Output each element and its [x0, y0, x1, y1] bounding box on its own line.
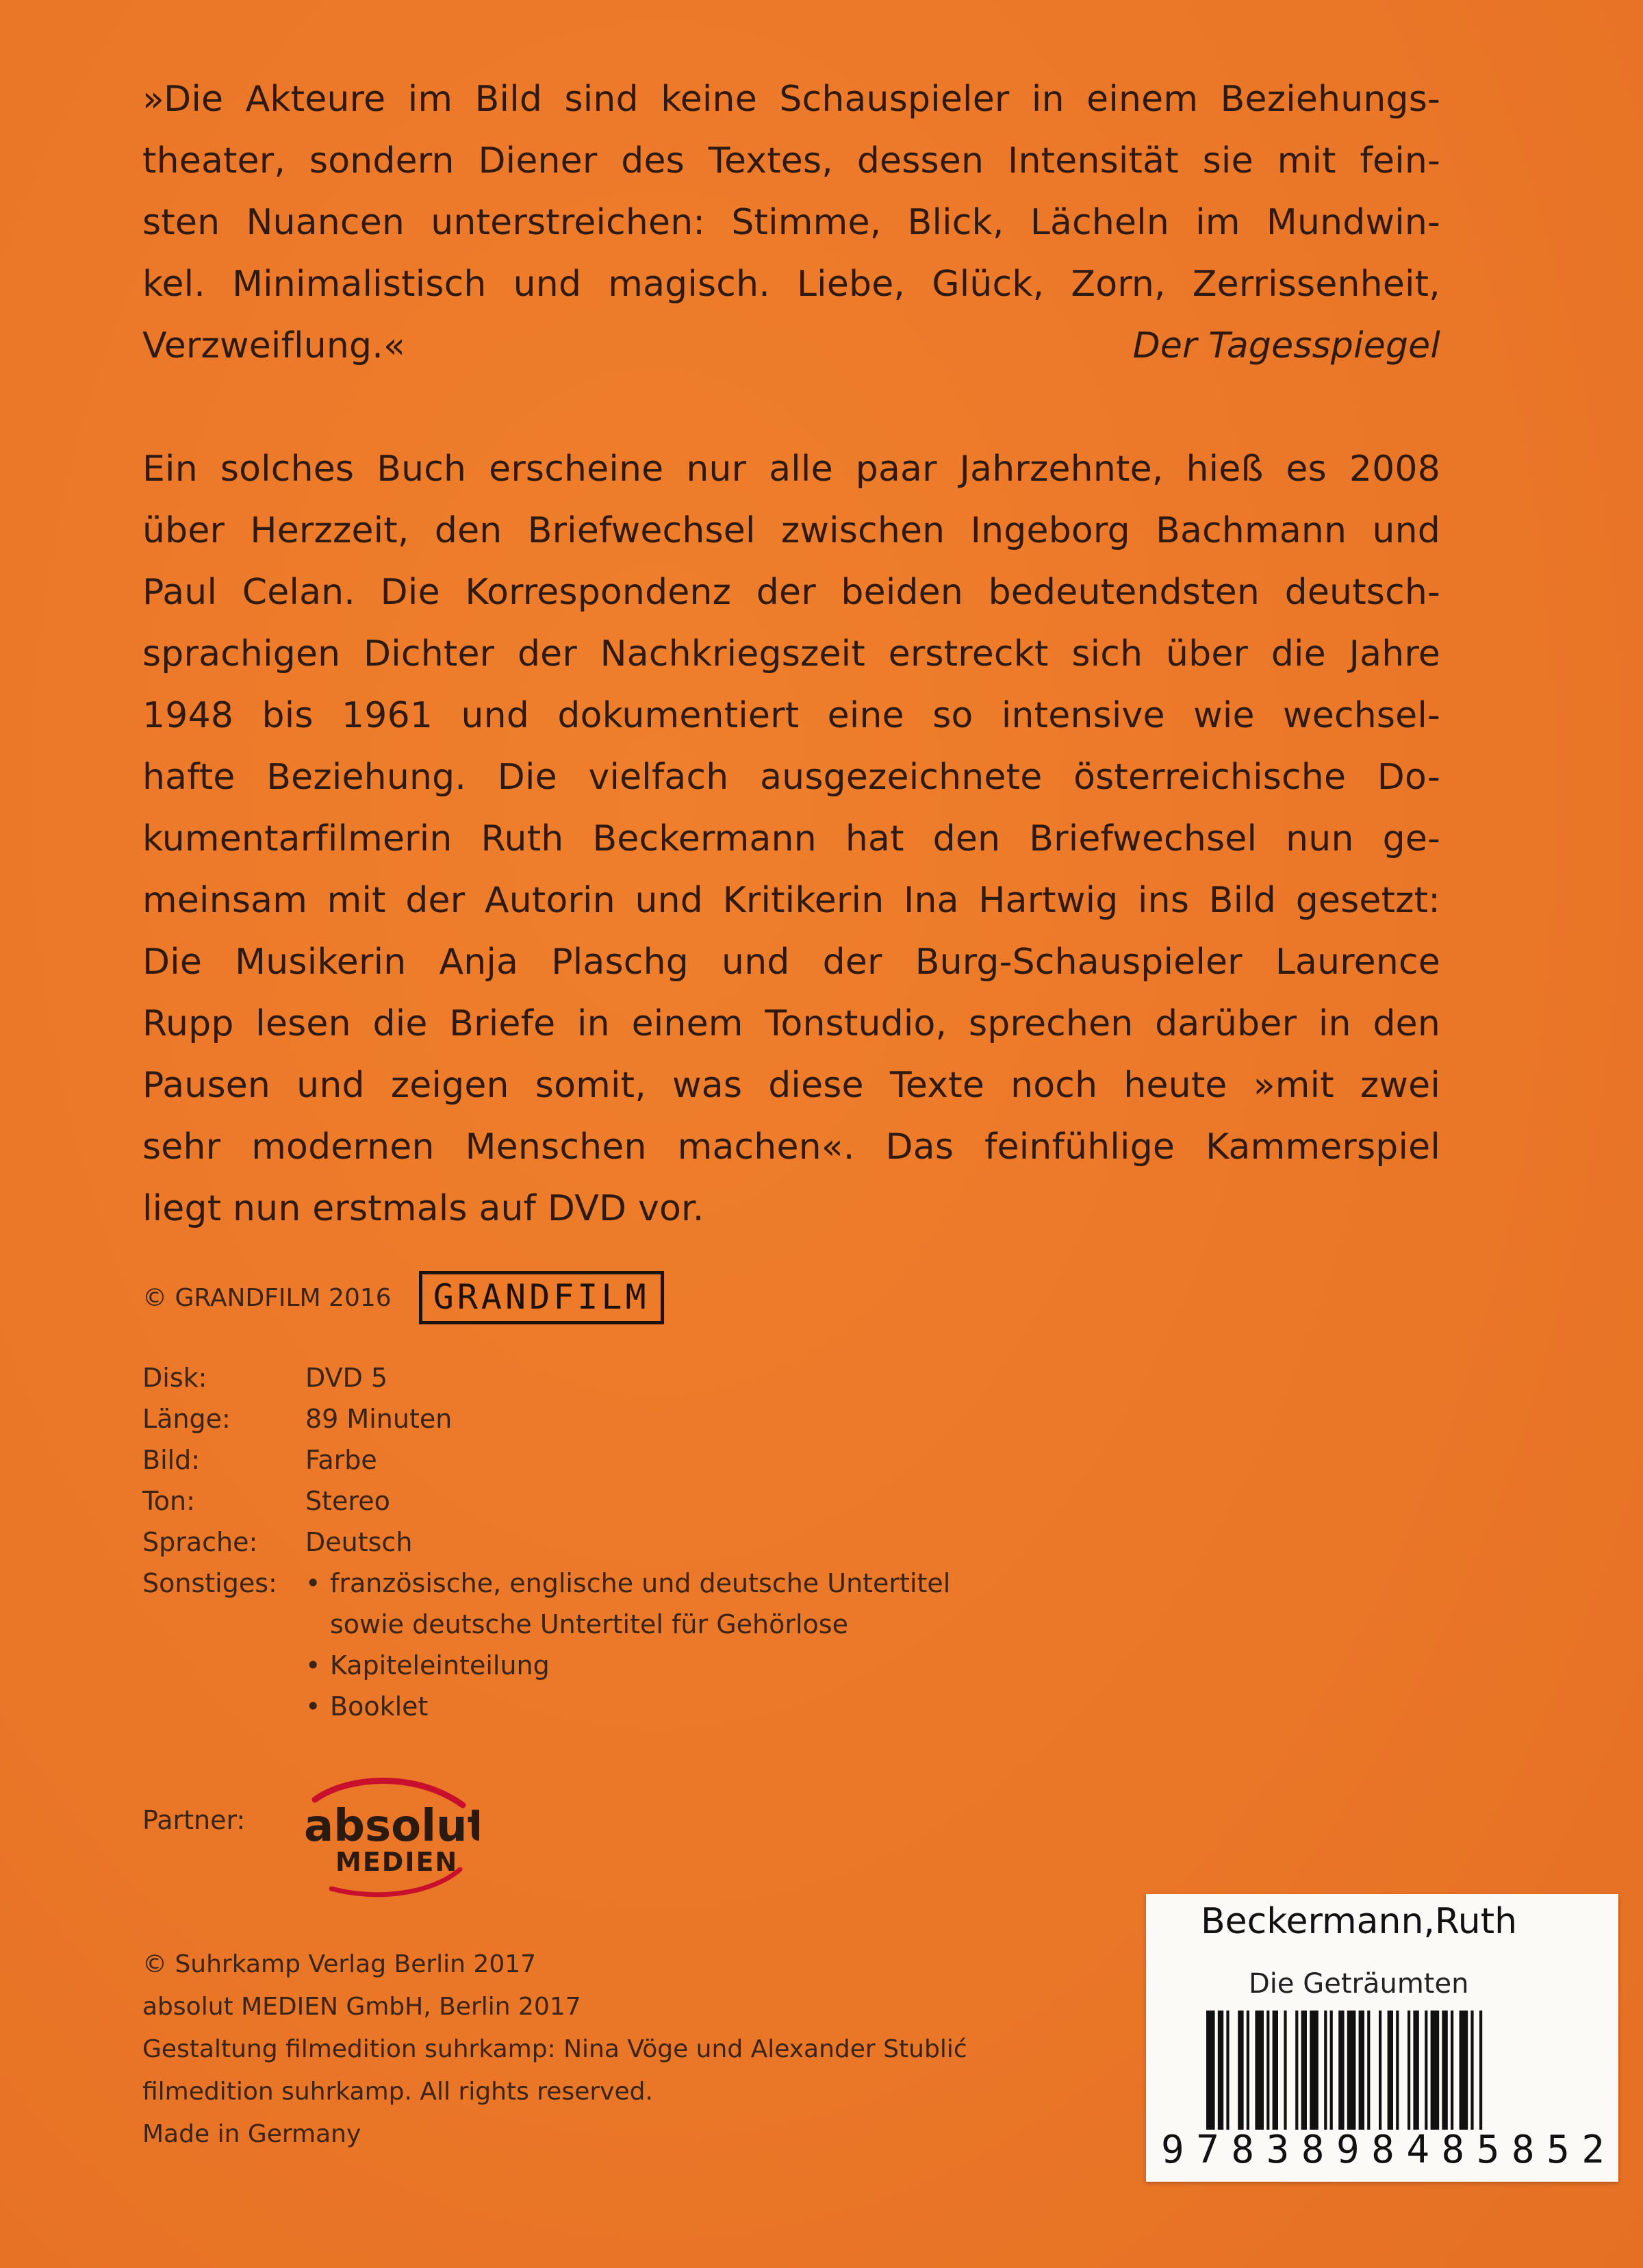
list-item — [305, 1645, 950, 1686]
paragraph-line: kumentarfilmerin Ruth Beckermann hat den Briefwechsel nun ge- — [142, 818, 1440, 859]
barcode-bar — [1273, 2011, 1278, 2130]
barcode-sticker — [1146, 1894, 1618, 2182]
barcode-bar — [1310, 2011, 1319, 2130]
partner-section — [142, 1767, 479, 1904]
imprint-line: filmedition suhrkamp. All rights reserved. — [142, 2078, 653, 2106]
spec-value: DVD 5 — [305, 1363, 388, 1393]
paragraph-line: Ein solches Buch erscheine nur alle paar Jahrzehnte, hieß es 2008 — [142, 449, 1440, 490]
spec-label: Bild: — [142, 1445, 201, 1475]
barcode-bar — [1247, 2011, 1249, 2130]
barcode-bar — [1338, 2011, 1344, 2130]
imprint-line: absolut MEDIEN GmbH, Berlin 2017 — [142, 1993, 581, 2021]
barcode-bar — [1226, 2011, 1229, 2130]
paragraph-line: 1948 bis 1961 und dokumentiert eine so intensive wie wechsel- — [142, 695, 1440, 736]
barcode-bar — [1460, 2011, 1468, 2130]
barcode-bar — [1367, 2011, 1370, 2130]
spec-label: Sprache: — [142, 1527, 258, 1557]
paragraph-line: sehr modernen Menschen machen«. Das feinfühlige Kammerspiel — [142, 1126, 1440, 1168]
barcode-bar — [1431, 2011, 1440, 2130]
quote-line: kel. Minimalistisch und magisch. Liebe, Glück, Zorn, Zerrissenheit, — [142, 264, 1440, 305]
sticker-title: Die Geträumten — [1249, 1968, 1469, 2000]
review-quote — [142, 68, 1440, 377]
quote-line: theater, sondern Diener des Textes, dessen Intensität sie mit fein- — [142, 140, 1440, 181]
spec-row-language — [142, 1522, 950, 1563]
spec-label: Disk: — [142, 1363, 207, 1393]
bullet-text: französische, englische und deutsche Untertitel — [330, 1568, 951, 1598]
quote-source: Der Tagesspiegel — [1132, 325, 1440, 366]
barcode-bar — [1324, 2011, 1327, 2130]
grandfilm-copyright — [142, 1271, 664, 1324]
spec-row-disk — [142, 1357, 950, 1398]
paragraph-line: Pausen und zeigen somit, was diese Texte noch heute »mit zwei — [142, 1065, 1440, 1106]
paragraph-line: Die Musikerin Anja Plaschg und der Burg-Schauspieler Laurence — [142, 942, 1440, 983]
grandfilm-logo: GRANDFILM — [419, 1271, 664, 1324]
imprint-line: Gestaltung filmedition suhrkamp: Nina Vöge und Alexander Stublić — [142, 2035, 967, 2063]
quote-line: »Die Akteure im Bild sind keine Schauspieler in einem Beziehungs- — [142, 79, 1440, 120]
paragraph-line: sprachigen Dichter der Nachkriegszeit erstreckt sich über die Jahre — [142, 633, 1440, 675]
sticker-author: Beckermann,Ruth — [1201, 1901, 1518, 1942]
barcode-bar — [1396, 2011, 1399, 2130]
spec-value: 89 Minuten — [305, 1404, 453, 1434]
spec-label: Sonstiges: — [142, 1568, 277, 1598]
copyright-text: © GRANDFILM 2016 — [142, 1283, 392, 1312]
imprint-line: Made in Germany — [142, 2120, 361, 2148]
absolut-swoosh-icon — [301, 1767, 479, 1904]
barcode-bar — [1330, 2011, 1333, 2130]
paragraph-line: Paul Celan. Die Korrespondenz der beiden bedeutendsten deutsch- — [142, 572, 1440, 613]
barcode-bar — [1218, 2011, 1223, 2130]
spec-value: Stereo — [305, 1486, 390, 1516]
paragraph-line: über Herzzeit, den Briefwechsel zwischen Ingeborg Bachmann und — [142, 510, 1440, 551]
quote-last-line — [142, 315, 1440, 377]
spec-row-image — [142, 1439, 950, 1480]
barcode-bar — [1442, 2011, 1447, 2130]
imprint-line: © Suhrkamp Verlag Berlin 2017 — [142, 1950, 537, 1978]
barcode-bar — [1255, 2011, 1264, 2130]
barcode-bar — [1388, 2011, 1393, 2130]
partner-label: Partner: — [142, 1805, 246, 1835]
barcode-number — [1146, 2123, 1618, 2175]
barcode-bar — [1301, 2011, 1307, 2130]
bullet-icon: • — [305, 1691, 321, 1722]
list-item-continuation — [305, 1604, 950, 1645]
paragraph-line: liegt nun erstmals auf DVD vor. — [142, 1188, 704, 1229]
description-paragraph — [142, 438, 1440, 1239]
barcode-icon — [1206, 2011, 1576, 2130]
barcode-digits-text: 9783898485852 — [1161, 2128, 1605, 2172]
barcode-bar — [1284, 2011, 1286, 2130]
bullet-text: sowie deutsche Untertitel für Gehörlose — [330, 1609, 848, 1639]
barcode-bar — [1379, 2011, 1381, 2130]
barcode-bar — [1347, 2011, 1356, 2130]
barcode-bar — [1295, 2011, 1298, 2130]
bullet-icon: • — [305, 1568, 321, 1598]
barcode-bar — [1470, 2011, 1473, 2130]
barcode-bar — [1238, 2011, 1243, 2130]
list-item — [305, 1686, 950, 1727]
logo-word: absolut — [304, 1801, 479, 1852]
spec-row-sound — [142, 1480, 950, 1522]
spec-row-length — [142, 1398, 950, 1439]
bullet-text: Booklet — [330, 1691, 429, 1722]
barcode-bar — [1479, 2011, 1482, 2130]
quote-line: Verzweiflung.« — [142, 325, 405, 366]
barcode-bar — [1206, 2011, 1215, 2130]
barcode-bar — [1413, 2011, 1418, 2130]
spec-value: Farbe — [305, 1445, 377, 1475]
paragraph-line: Rupp lesen die Briefe in einem Tonstudio, sprechen darüber in den — [142, 1003, 1440, 1044]
bullet-text: Kapiteleinteilung — [330, 1650, 550, 1680]
barcode-bar — [1408, 2011, 1410, 2130]
quote-line: sten Nuancen unterstreichen: Stimme, Blick, Lächeln im Mundwin- — [142, 202, 1440, 243]
spec-label: Länge: — [142, 1404, 231, 1434]
barcode-bar — [1359, 2011, 1364, 2130]
spec-value: Deutsch — [305, 1527, 413, 1557]
barcode-bar — [1451, 2011, 1453, 2130]
spec-row-other — [142, 1563, 950, 1727]
list-item — [305, 1563, 950, 1604]
absolut-medien-logo — [301, 1767, 479, 1904]
imprint — [142, 1943, 967, 2156]
paragraph-line: meinsam mit der Autorin und Kritikerin Ina Hartwig ins Bild gesetzt: — [142, 880, 1440, 921]
paragraph-line: hafte Beziehung. Die vielfach ausgezeichnete österreichische Do- — [142, 757, 1440, 798]
barcode-bar — [1266, 2011, 1269, 2130]
barcode-bar — [1425, 2011, 1427, 2130]
bullet-icon: • — [305, 1650, 321, 1680]
spec-label: Ton: — [142, 1486, 195, 1516]
logo-sub: MEDIEN — [335, 1847, 459, 1877]
technical-specs — [142, 1357, 950, 1727]
spec-bullet-list — [305, 1563, 950, 1727]
